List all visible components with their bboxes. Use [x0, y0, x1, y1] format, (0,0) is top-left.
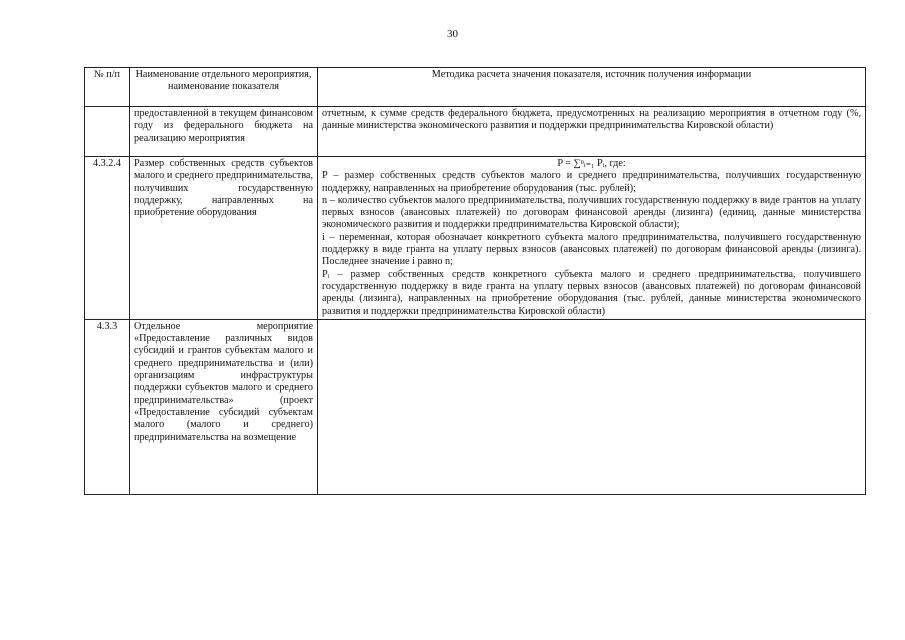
method-paragraph: i – переменная, которая обозначает конкретного субъекта малого предпринимательства, получившего государственную поддержку в виде гранта на уплату первых взносов (авансовых платежей) по договорам финансовой аренды (лизинга). Последнее значение i равно n; [322, 231, 861, 268]
header-name: Наименование отдельного мероприятия, наименование показателя [130, 68, 318, 107]
row-method [318, 157, 866, 320]
row-method [318, 107, 866, 157]
methodology-table [84, 67, 866, 495]
method-paragraph: P – размер собственных средств субъектов малого и среднего предпринимательства, получивших государственную поддержку, направленных на приобретение оборудования (тыс. рублей); [322, 170, 861, 194]
formula: P = ∑ⁿᵢ₌₁ Pᵢ, где: [557, 158, 626, 169]
page-number: 30 [447, 28, 458, 40]
table-row [85, 319, 866, 494]
method-paragraph: Pᵢ – размер собственных средств конкретного субъекта малого и среднего предпринимательства, получившего государственную поддержку в виде гранта на уплату первых взносов (авансовых платежей) по договорам финансовой аренды (лизинга), направленных на приобретение оборудования (тыс. рублей, данные министерства экономического развития и поддержки предпринимательства Кировской области) [322, 268, 861, 317]
row-name: Размер собственных средств субъектов малого и среднего предпринимательства, получивших государственную поддержку, направленных на приобретение оборудования [130, 157, 318, 320]
header-method: Методика расчета значения показателя, источник получения информации [318, 68, 866, 107]
method-paragraph: отчетным, к сумме средств федерального бюджета, предусмотренных на реализацию мероприятия в отчетном году (%, данные министерства экономического развития и поддержки предпринимательства Кировской области) [322, 108, 861, 132]
row-number: 4.3.3 [85, 319, 130, 494]
row-name: Отдельное мероприятие «Предоставление различных видов субсидий и грантов субъектам малого и среднего предпринимательства и (или) организациям инфраструктуры поддержки субъектов малого и среднего предпринимательства» (проект «Предоставление субсидий субъектам малого (малого и среднего) предпринимательства на возмещение [130, 319, 318, 494]
row-number [85, 107, 130, 157]
row-name: предоставленной в текущем финансовом году из федерального бюджета на реализацию мероприятия [130, 107, 318, 157]
method-paragraph: n – количество субъектов малого предпринимательства, получивших государственную поддержку в виде грантов на уплату первых взносов (авансовых платежей) по договорам финансовой аренды (лизинга) (единиц, данные министерства экономического развития и поддержки предпринимательства Кировской области); [322, 194, 861, 231]
header-number: № п/п [85, 68, 130, 107]
row-number: 4.3.2.4 [85, 157, 130, 320]
table-row [85, 107, 866, 157]
row-method [318, 319, 866, 494]
table-row [85, 157, 866, 320]
table-header-row [85, 68, 866, 107]
